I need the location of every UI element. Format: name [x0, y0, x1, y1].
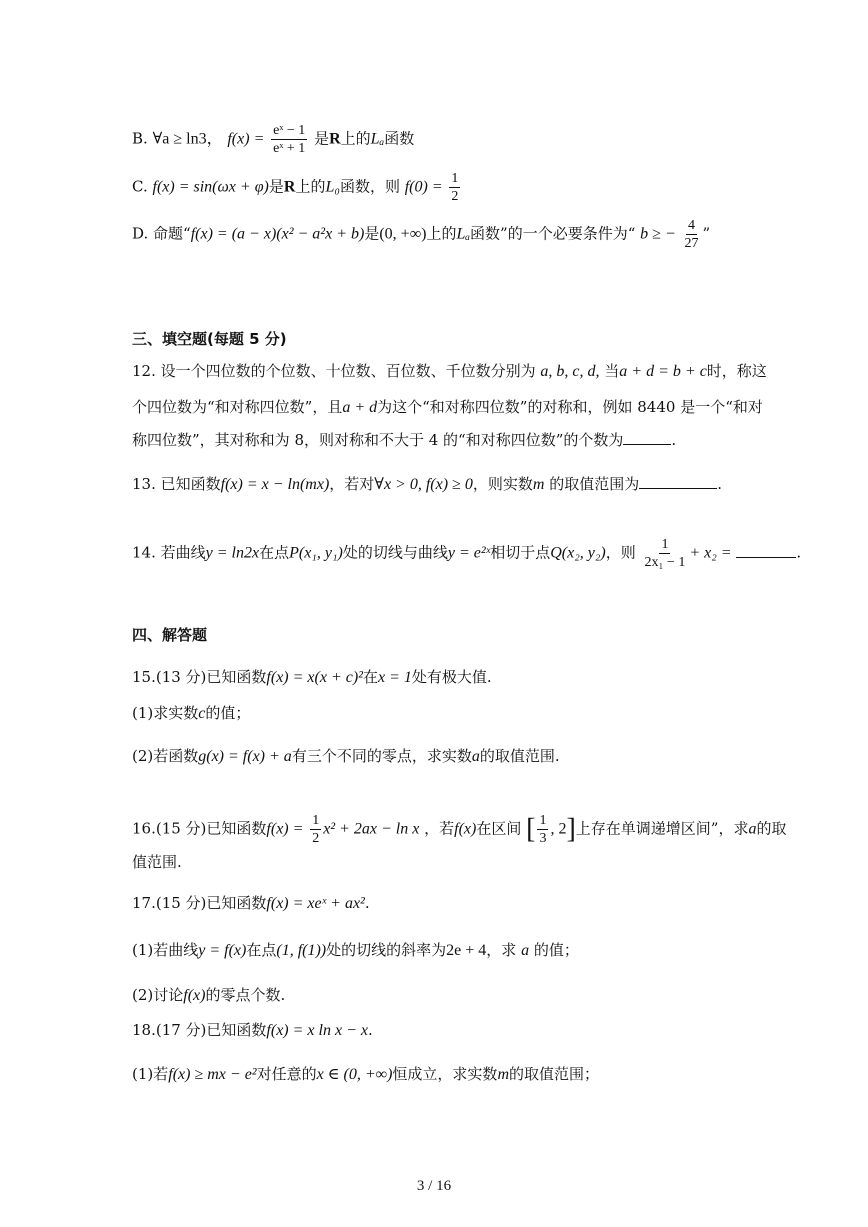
question-12-line-1 [132, 361, 767, 382]
fraction [310, 812, 321, 847]
text: (2)若函数 [132, 747, 199, 765]
fraction [537, 812, 548, 847]
math-expression: f(0) = [404, 178, 443, 196]
text: 在点 [259, 543, 290, 562]
math-expression: (0, +∞) [379, 225, 427, 243]
math-symbol: L₀ [325, 178, 340, 196]
text: 处有极大值. [411, 668, 492, 686]
text: 恒成立，求实数 [392, 1065, 498, 1083]
fraction-numerator: 4 [688, 218, 696, 233]
math-expression: (1, f(1)) [276, 942, 327, 959]
bracket-open: [ [526, 813, 536, 845]
math-expression: f(x) = x ln x − x [266, 1022, 368, 1039]
option-b [132, 122, 414, 157]
question-17-part-2 [132, 985, 285, 1006]
text: 个四位数为“和对称四位数”，且 [132, 398, 343, 416]
math-expression: y = e²ˣ [447, 544, 491, 562]
fraction [643, 536, 688, 571]
math-expression: a + d [342, 399, 378, 416]
text: 时，称这 [706, 362, 767, 380]
math-expression: x² + 2ax − ln x [323, 820, 420, 838]
question-17 [132, 893, 370, 914]
text: 14. 若曲线 [132, 543, 206, 562]
question-15-part-2 [132, 746, 560, 767]
text: 为这个“和对称四位数”的对称和，例如 8440 是一个“和对 [377, 398, 763, 416]
math-expression: + x₂ = [689, 544, 732, 562]
bracket-close: ] [566, 813, 576, 845]
text: ，则实数 [472, 475, 533, 493]
section-heading: 三、填空题(每题 5 分) [132, 330, 287, 348]
question-14 [132, 536, 801, 571]
text: 的取值范围； [509, 1065, 600, 1083]
text: 13. 已知函数 [132, 475, 221, 493]
text: 的取值范围为 [544, 475, 640, 493]
page-number: 3 / 16 [416, 1178, 452, 1194]
fraction [683, 217, 701, 252]
text: ，若 [424, 819, 455, 838]
text: 相切于点 [490, 543, 551, 562]
text: 的值； [529, 941, 579, 959]
math-expression: f(x) = (a − x)(x² − a²x + b) [190, 225, 365, 243]
text: 的零点个数. [205, 986, 286, 1004]
math-symbol: a [471, 748, 480, 765]
math-expression: x ∈ (0, +∞) [316, 1066, 393, 1083]
fraction-denominator: 2 [451, 189, 459, 204]
fraction [449, 170, 460, 205]
math-expression: f(x) [454, 820, 477, 838]
text: 的值； [205, 704, 251, 722]
text: 对任意的 [256, 1065, 317, 1083]
math-symbol: m [497, 1066, 509, 1083]
fraction-denominator: 27 [684, 236, 699, 251]
fraction-numerator: 1 [451, 171, 459, 186]
fraction-denominator: eˣ + 1 [273, 141, 306, 156]
text: 上存在单调递增区间”，求 [575, 819, 749, 838]
text: 的取 [756, 819, 787, 838]
math-expression: f(x) = [266, 820, 304, 838]
text: . [364, 894, 370, 912]
text: . [717, 475, 722, 493]
text: 15.(13 分)已知函数 [132, 668, 267, 686]
math-expression: ∀a ≥ ln3， [152, 130, 223, 148]
text: 函数 [384, 129, 415, 148]
text: ” [702, 224, 711, 243]
text: 17.(15 分)已知函数 [132, 894, 267, 912]
math-symbol: R [283, 178, 296, 196]
text: 的取值范围. [479, 747, 560, 765]
fraction-numerator: eˣ − 1 [273, 123, 306, 138]
math-expression: x = 1 [378, 669, 412, 686]
text: 18.(17 分)已知函数 [132, 1021, 267, 1039]
math-expression: f(x) = sin(ωx + φ) [152, 178, 269, 196]
math-expression: a + d = b + c [619, 363, 707, 380]
text: 当 [599, 362, 620, 380]
text: 上的 [426, 224, 457, 243]
text: (1)求实数 [132, 704, 199, 722]
text: 称四位数”，其对称和为 8，则对称和不大于 4 的“和对称四位数”的个数为 [132, 431, 624, 449]
text: 是 [314, 129, 330, 148]
section-heading: 四、解答题 [132, 626, 208, 644]
fraction-numerator: 1 [661, 537, 669, 552]
math-symbol: a [521, 942, 530, 959]
option-label: C. [132, 177, 148, 196]
text: 处的切线与曲线 [342, 543, 448, 562]
text: 有三个不同的零点，求实数 [291, 747, 472, 765]
question-15-part-1 [132, 703, 250, 724]
question-13 [132, 474, 722, 495]
math-expression: b ≥ − [640, 225, 676, 243]
math-expression: f(x) = x(x + c)² [266, 669, 363, 686]
text: 是 [268, 177, 284, 196]
question-17-part-1 [132, 940, 579, 961]
math-expression: a, b, c, d, [540, 363, 600, 380]
fraction-numerator: 1 [312, 813, 320, 828]
math-expression: , 2 [550, 820, 567, 838]
option-label: B. [132, 129, 148, 148]
math-symbol: Lₐ [370, 130, 385, 148]
text: ，求 [486, 941, 522, 959]
text: (1)若 [132, 1065, 169, 1083]
fraction-denominator: 2x₁ − 1 [644, 555, 686, 570]
text: . [367, 1021, 373, 1039]
text: 命题“ [153, 224, 191, 243]
question-18 [132, 1020, 373, 1041]
text: 在点 [246, 941, 277, 959]
math-expression: 2e + 4 [446, 942, 487, 959]
question-12-line-2 [132, 397, 763, 418]
option-d [132, 217, 710, 252]
fraction-numerator: 1 [539, 813, 547, 828]
math-expression: f(x) [183, 987, 206, 1004]
text: ，则 [605, 543, 636, 562]
text: 12. 设一个四位数的个位数、十位数、百位数、千位数分别为 [132, 362, 541, 380]
math-expression: P(x₁, y₁) [289, 544, 343, 562]
math-expression: f(x) = [227, 130, 265, 148]
text: 处的切线的斜率为 [326, 941, 447, 959]
question-16 [132, 812, 786, 847]
math-symbol: Lₐ [456, 225, 471, 243]
text: 上的 [340, 129, 371, 148]
math-expression: f(x) = xeˣ + ax² [266, 895, 365, 912]
question-18-part-1 [132, 1064, 599, 1085]
answer-blank[interactable] [623, 430, 671, 445]
text: 16.(15 分)已知函数 [132, 819, 267, 838]
math-symbol: c [198, 705, 206, 722]
math-symbol: m [532, 476, 545, 493]
text: (2)讨论 [132, 986, 184, 1004]
text: 是 [364, 224, 380, 243]
math-expression: Q(x₂, y₂) [550, 544, 606, 562]
fraction-denominator: 3 [539, 831, 547, 846]
text: . [796, 543, 802, 562]
math-expression: f(x) ≥ mx − e² [168, 1066, 257, 1083]
math-symbol: a [748, 820, 757, 838]
text: 上的 [295, 177, 326, 196]
text: 值范围. [132, 853, 182, 871]
question-12-line-3 [132, 430, 676, 450]
option-label: D. [132, 224, 149, 243]
answer-blank[interactable] [736, 543, 796, 558]
fraction-denominator: 2 [312, 831, 320, 846]
math-expression: y = f(x) [198, 942, 247, 959]
math-expression: g(x) = f(x) + a [198, 748, 292, 765]
text: 函数，则 [339, 177, 400, 196]
math-symbol: R [329, 130, 341, 148]
text: 函数”的一个必要条件为“ [470, 224, 636, 243]
math-expression: ∀x > 0, f(x) ≥ 0 [374, 476, 473, 493]
text: 在 [362, 668, 378, 686]
text: ，若对 [329, 475, 375, 493]
answer-blank[interactable] [639, 474, 717, 489]
question-15 [132, 667, 492, 688]
option-c [132, 170, 462, 205]
text: 在区间 [476, 819, 522, 838]
math-expression: y = ln2x [205, 544, 260, 562]
math-expression: f(x) = x − ln(mx) [220, 476, 330, 493]
fraction [271, 122, 307, 157]
question-16-line-2 [132, 852, 182, 872]
text: (1)若曲线 [132, 941, 199, 959]
text: . [671, 431, 677, 449]
